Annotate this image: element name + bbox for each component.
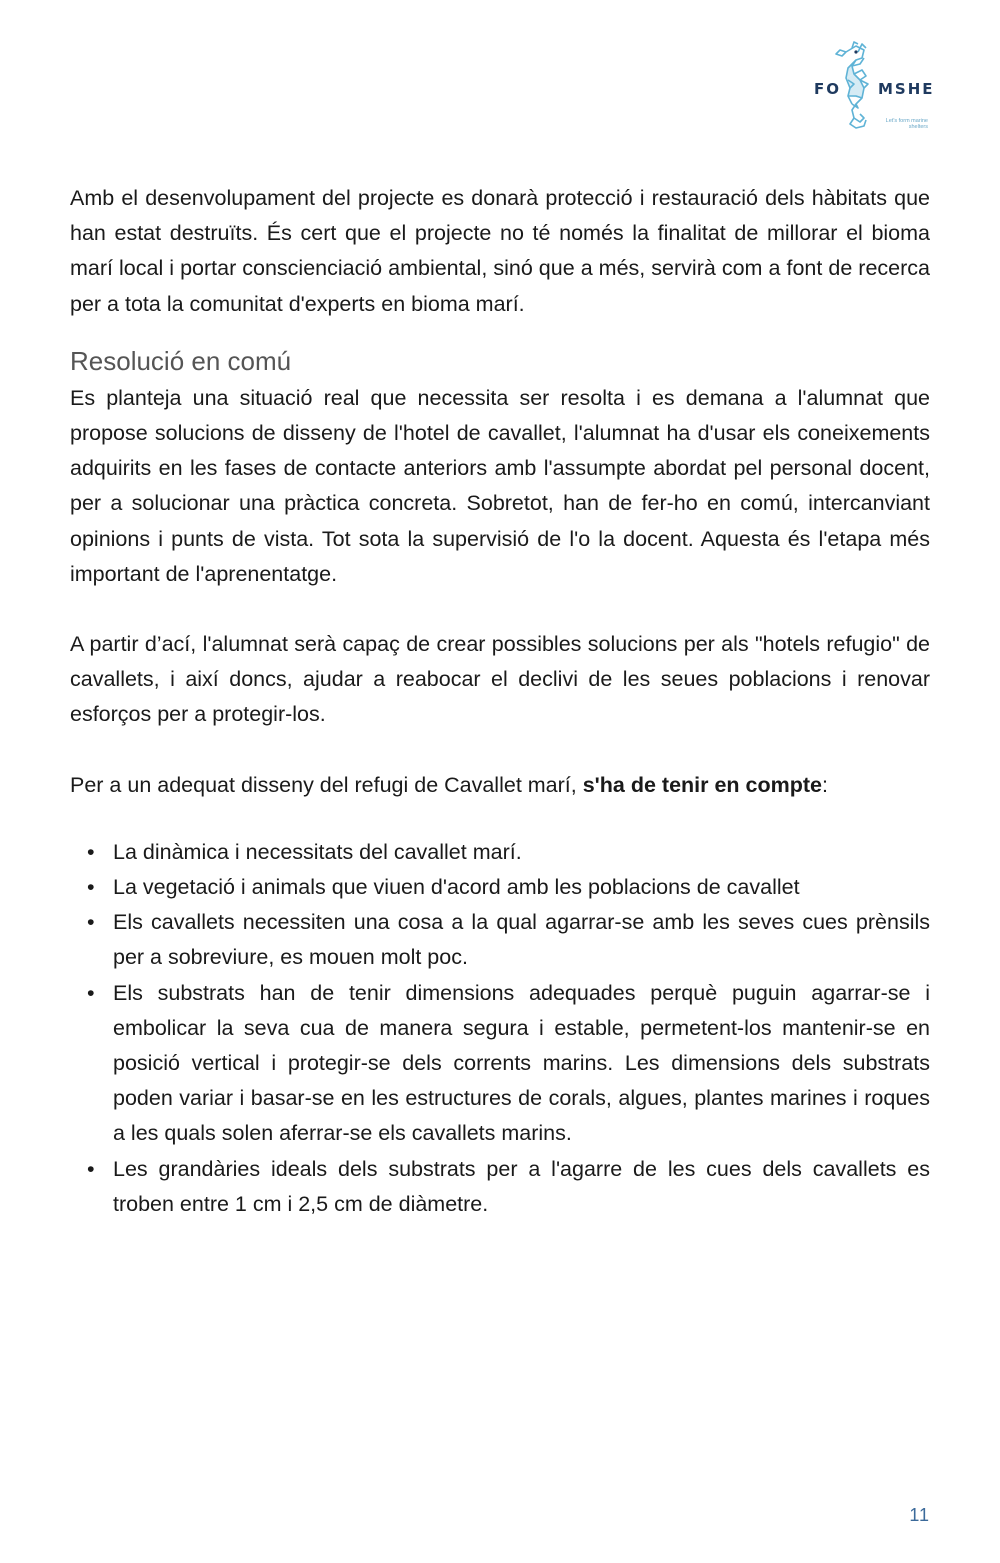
list-item: [70, 1152, 930, 1222]
page-number: 11: [909, 1505, 930, 1525]
list-item-text: Els cavallets necessiten una cosa a la qual agarrar-se amb les seves cues prènsils per a sobreviure, es mouen molt poc.: [113, 910, 930, 970]
list-item-text: La vegetació i animals que viuen d'acord amb les poblacions de cavallet: [113, 875, 800, 900]
section-heading: Resolució en comú: [70, 345, 292, 376]
bullet-icon: •: [87, 1156, 95, 1181]
page-content: [70, 181, 930, 1222]
list-item: [70, 905, 930, 975]
section-paragraph-3: [70, 768, 930, 803]
logo-text-left: FO: [814, 80, 841, 98]
bullet-icon: •: [87, 875, 95, 900]
fomshe-logo: [812, 40, 937, 135]
list-item-text: La dinàmica i necessitats del cavallet marí.: [113, 839, 522, 864]
paragraph-3-text: Per a un adequat disseny del refugi de Cavallet marí,: [70, 772, 583, 797]
section-paragraph-2: A partir d’ací, l'alumnat serà capaç de crear possibles solucions per als "hotels refugio" de cavallets, i així doncs, ajudar a reabocar el declivi de les seues poblacions i renovar esforços per a protegir-los.: [70, 632, 930, 727]
paragraph-3-bold: s'ha de tenir en compte: [582, 772, 823, 797]
section-paragraph-1: Es planteja una situació real que necessita ser resolta i es demana a l'alumnat que propose solucions de disseny de l'hotel de cavallet, l'alumnat ha d'usar els coneixements adquirits en les fases de contacte anteriors amb l'assumpte abordat pel personal docent, per a solucionar una pràctica concreta. Sobretot, han de fer-ho en comú, intercanviant opinions i punts de vista. Tot sota la supervisió de l'o la docent. Aquesta és l'etapa més important de l'aprenentatge.: [70, 385, 930, 586]
bullet-icon: •: [87, 980, 95, 1005]
requirements-list: [70, 835, 930, 1222]
list-item: [70, 835, 930, 870]
list-item-text: Els substrats han de tenir dimensions adequades perquè puguin agarrar-se i embolicar la seva cua de manera segura i estable, permetent-los mantenir-se en posició vertical i protegir-se dels corrents marins. Les dimensions dels substrats poden variar i basar-se en les estructures de corals, algues, plantes marines i roques a les quals solen aferrar-se els cavallets marins.: [113, 980, 930, 1146]
list-item-text: Les grandàries ideals dels substrats per a l'agarre de les cues dels cavallets es troben entre 1 cm i 2,5 cm de diàmetre.: [113, 1156, 930, 1216]
intro-paragraph: Amb el desenvolupament del projecte es donarà protecció i restauració dels hàbitats que han estat destruïts. És cert que el projecte no té només la finalitat de millorar el bioma marí local i portar conscienciació ambiental, sinó que a més, servirà com a font de recerca per a tota la comunitat d'experts en bioma marí.: [70, 186, 930, 316]
bullet-icon: •: [87, 910, 95, 935]
paragraph-3-colon: :: [822, 772, 828, 797]
list-item: [70, 870, 930, 905]
logo-text-right: MSHE: [878, 80, 935, 98]
logo-tagline: Let's form marine shelters: [885, 118, 928, 130]
list-item: [70, 976, 930, 1152]
bullet-icon: •: [87, 839, 95, 864]
